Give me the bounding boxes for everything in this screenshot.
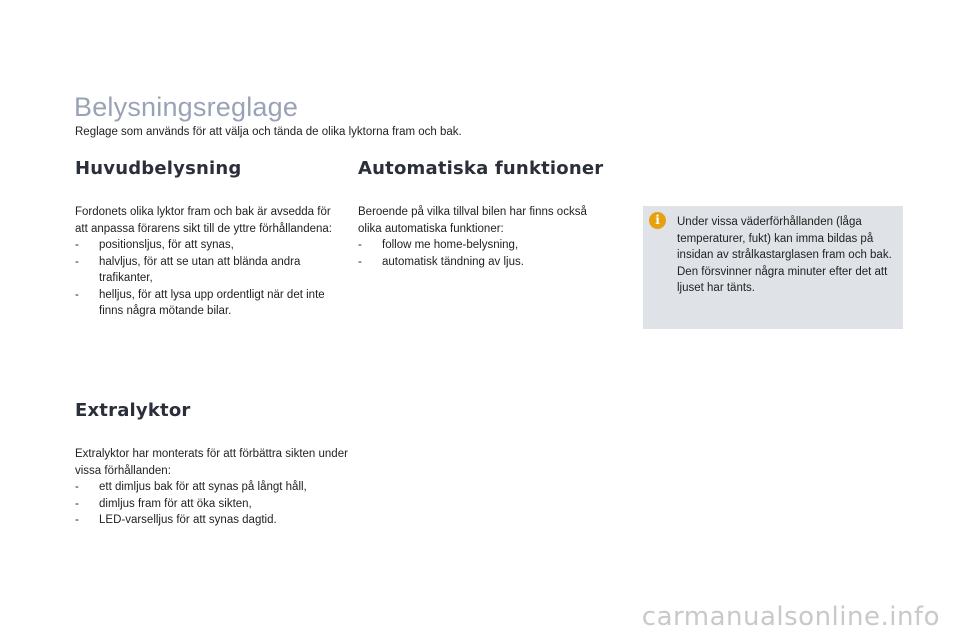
main-lighting-list [75, 237, 345, 320]
list-item: - positionsljus, för att synas, [75, 237, 345, 254]
page-subtitle: Reglage som används för att välja och tända de olika lyktorna fram och bak. [75, 126, 462, 138]
list-item: - dimljus fram för att öka sikten, [75, 496, 355, 513]
list-item: - ett dimljus bak för att synas på långt håll, [75, 479, 355, 496]
main-lighting-heading: Huvudbelysning [75, 158, 242, 179]
info-note-box [643, 206, 903, 329]
auxiliary-lights-heading: Extralyktor [75, 400, 191, 421]
page-title: Belysningsreglage [74, 92, 299, 122]
automatic-functions-intro: Beroende på vilka tillval bilen har finns också olika automatiska funktioner: [358, 206, 587, 235]
automatic-functions-section [358, 204, 613, 270]
list-item: - helljus, för att lysa upp ordentligt när det inte finns några mötande bilar. [75, 287, 345, 320]
info-note-text: Under vissa väderförhållanden (låga temperaturer, fukt) kan imma bildas på insidan av strålkastarglasen fram och bak. Den försvinner några minuter efter det att ljuset har tänts. [677, 216, 892, 294]
list-item: - LED-varselljus för att synas dagtid. [75, 512, 355, 529]
main-lighting-intro: Fordonets olika lyktor fram och bak är avsedda för att anpassa förarens sikt till de yttre förhållandena: [75, 206, 332, 235]
auxiliary-lights-section [75, 446, 355, 529]
automatic-functions-list [358, 237, 613, 270]
list-item: - automatisk tändning av ljus. [358, 254, 613, 271]
info-icon: i [649, 212, 666, 229]
auxiliary-lights-intro: Extralyktor har monterats för att förbättra sikten under vissa förhållanden: [75, 448, 348, 477]
watermark: carmanualsonline.info [641, 602, 940, 632]
list-item: - follow me home-belysning, [358, 237, 613, 254]
list-item: - halvljus, för att se utan att blända andra trafikanter, [75, 254, 345, 287]
auxiliary-lights-list [75, 479, 355, 529]
main-lighting-section [75, 204, 345, 320]
automatic-functions-heading: Automatiska funktioner [358, 158, 604, 179]
